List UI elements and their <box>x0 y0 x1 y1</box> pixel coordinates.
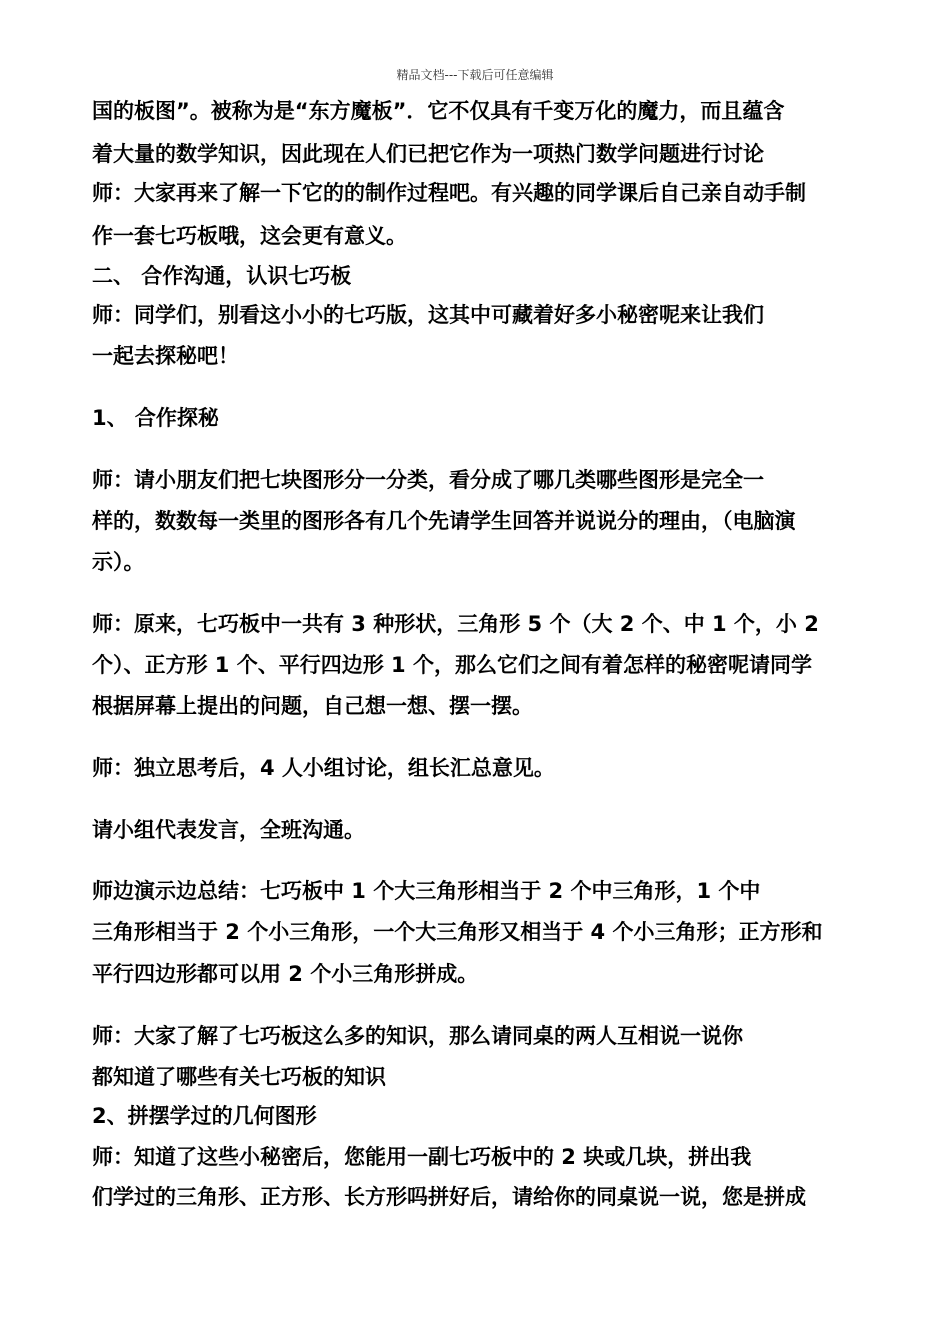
page-header: 精品文档---下载后可任意编辑 <box>396 68 554 82</box>
text-line: 样的，数数每一类里的图形各有几个先请学生回答并说说分的理由，（电脑演 <box>92 509 796 533</box>
text-line: 三角形相当于 2 个小三角形，一个大三角形又相当于 4 个小三角形；正方形和 <box>92 920 823 944</box>
text-line: 都知道了哪些有关七巧板的知识 <box>92 1065 386 1089</box>
text-line: 平行四边形都可以用 2 个小三角形拼成。 <box>92 962 479 986</box>
subsection-heading: 1、 合作探秘 <box>92 406 219 430</box>
text-line: 师：同学们，别看这小小的七巧版，这其中可藏着好多小秘密呢来让我们 <box>92 303 764 327</box>
text-line: 师边演示边总结：七巧板中 1 个大三角形相当于 2 个中三角形，1 个中 <box>92 879 761 903</box>
text-line: 们学过的三角形、正方形、长方形吗拼好后，请给你的同桌说一说，您是拼成 <box>92 1185 806 1209</box>
text-line: 作一套七巧板哦，这会更有意义。 <box>92 224 407 248</box>
section-heading: 二、 合作沟通，认识七巧板 <box>92 264 352 288</box>
text-line: 师：大家再来了解一下它的的制作过程吧。有兴趣的同学课后自己亲自动手制 <box>92 181 806 205</box>
text-line: 国的板图”。被称为是“东方魔板”．它不仅具有千变万化的魔力，而且蕴含 <box>92 99 785 123</box>
text-line: 一起去探秘吧！ <box>92 344 239 368</box>
text-line: 师：知道了这些小秘密后，您能用一副七巧板中的 2 块或几块，拼出我 <box>92 1145 752 1169</box>
text-line: 根据屏幕上提出的问题，自己想一想、摆一摆。 <box>92 694 533 718</box>
text-line: 师：独立思考后，4 人小组讨论，组长汇总意见。 <box>92 756 555 780</box>
subsection-heading: 2、拼摆学过的几何图形 <box>92 1104 317 1128</box>
text-line: 个）、正方形 1 个、平行四边形 1 个，那么它们之间有着怎样的秘密呢请同学 <box>92 653 812 677</box>
text-line: 请小组代表发言，全班沟通。 <box>92 818 365 842</box>
text-line: 师：大家了解了七巧板这么多的知识，那么请同桌的两人互相说一说你 <box>92 1024 743 1048</box>
text-line: 师：请小朋友们把七块图形分一分类，看分成了哪几类哪些图形是完全一 <box>92 468 764 492</box>
text-line: 师：原来，七巧板中一共有 3 种形状，三角形 5 个（大 2 个、中 1 个，小 2 <box>92 612 819 636</box>
text-line: 着大量的数学知识，因此现在人们已把它作为一项热门数学问题进行讨论 <box>92 142 764 166</box>
text-line: 示）。 <box>92 550 145 574</box>
